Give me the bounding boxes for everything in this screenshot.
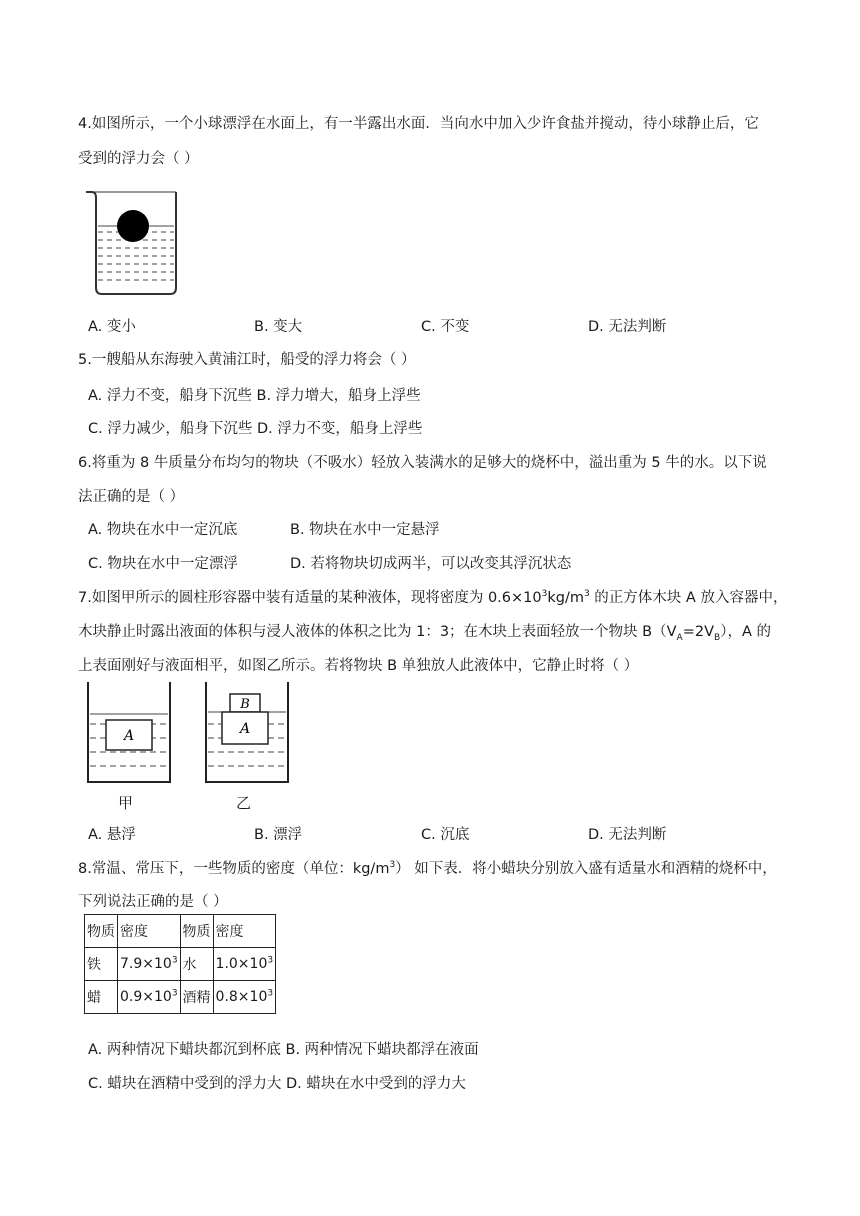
table-cell: $1.0\times 10^3$ xyxy=(213,948,276,981)
q6-stem-line2: 法正确的是（ ） xyxy=(78,489,185,505)
beaker-ball-figure xyxy=(84,186,184,298)
q6-option-a: A. 物块在水中一定沉底 xyxy=(88,522,238,538)
q7-stem-line3: 上表面刚好与液面相平，如图乙所示。若将物块 B 单独放人此液体中，它静止时将（ ） xyxy=(78,658,639,674)
table-cell: 密度 xyxy=(118,915,181,948)
block-a-label: A xyxy=(123,728,135,744)
table-row xyxy=(85,915,276,948)
table-cell: $7.9\times 10^3$ xyxy=(118,948,181,981)
block-b-label: B xyxy=(240,697,250,712)
q5-stem: 5.一艘船从东海驶入黄浦江时，船受的浮力将会（ ） xyxy=(78,352,416,368)
table-cell: 物质 xyxy=(180,915,213,948)
density-table xyxy=(84,914,276,1014)
table-cell: 水 xyxy=(180,948,213,981)
table-cell: $0.9\times 10^3$ xyxy=(118,981,181,1014)
q6-option-c: C. 物块在水中一定漂浮 xyxy=(88,556,238,572)
q6-option-d: D. 若将物块切成两半，可以改变其浮沉状态 xyxy=(290,556,572,572)
table-cell: 酒精 xyxy=(180,981,213,1014)
table-cell: $0.8\times 10^3$ xyxy=(213,981,276,1014)
table-cell: 蜡 xyxy=(85,981,118,1014)
q7-option-d: D. 无法判断 xyxy=(588,827,667,843)
q7-stem-line1: 7.如图甲所示的圆柱形容器中装有适量的某种液体，现将密度为 $0.6\times 10^3kg/m^3$ 的正方体木块 A 放入容器中， xyxy=(78,589,788,606)
block-a-label-yi: A xyxy=(239,721,251,737)
container-yi-figure xyxy=(202,682,292,786)
q4-option-b: B. 变大 xyxy=(254,319,303,335)
q4-option-c: C. 不变 xyxy=(421,319,470,335)
q7-option-c: C. 沉底 xyxy=(421,827,470,843)
figure-yi-caption: 乙 xyxy=(236,794,252,812)
container-jia-figure xyxy=(84,682,174,786)
table-cell: 铁 xyxy=(85,948,118,981)
q4-stem-line1: 4.如图所示，一个小球漂浮在水面上，有一半露出水面．当向水中加入少许食盐并搅动，待小球静止后，它 xyxy=(78,116,759,132)
q4-option-d: D. 无法判断 xyxy=(588,319,667,335)
q8-stem-line2: 下列说法正确的是（ ） xyxy=(78,894,228,910)
q8-options-line1: A. 两种情况下蜡块都沉到杯底 B. 两种情况下蜡块都浮在液面 xyxy=(88,1042,479,1058)
q6-stem-line1: 6.将重为 8 牛质量分布均匀的物块（不吸水）轻放入装满水的足够大的烧杯中，溢出重为 5 牛的水。以下说 xyxy=(78,455,767,471)
q8-options-line2: C. 蜡块在酒精中受到的浮力大 D. 蜡块在水中受到的浮力大 xyxy=(88,1076,466,1092)
q6-option-b: B. 物块在水中一定悬浮 xyxy=(290,522,440,538)
table-cell: 密度 xyxy=(213,915,276,948)
q7-option-b: B. 漂浮 xyxy=(254,827,303,843)
q4-stem-line2: 受到的浮力会（ ） xyxy=(78,151,199,167)
q7-stem-line2: 木块静止时露出液面的体积与浸人液体的体积之比为 1：3；在木块上表面轻放一个物块 $B(V_A=2V_B)$，A 的 xyxy=(78,624,771,643)
q5-options-line2: C. 浮力减少，船身下沉些 D. 浮力不变，船身上浮些 xyxy=(88,421,423,437)
q8-stem-line1: 8.常温、常压下，一些物质的密度（单位：$kg/m^3$） 如下表．将小蜡块分别放入盛有适量水和酒精的烧杯中， xyxy=(78,860,777,877)
table-row xyxy=(85,981,276,1014)
q5-options-line1: A. 浮力不变，船身下沉些 B. 浮力增大，船身上浮些 xyxy=(88,388,421,404)
table-cell: 物质 xyxy=(85,915,118,948)
q7-option-a: A. 悬浮 xyxy=(88,827,136,843)
figure-jia-caption: 甲 xyxy=(118,794,134,812)
q4-option-a: A. 变小 xyxy=(88,319,136,335)
table-row xyxy=(85,948,276,981)
